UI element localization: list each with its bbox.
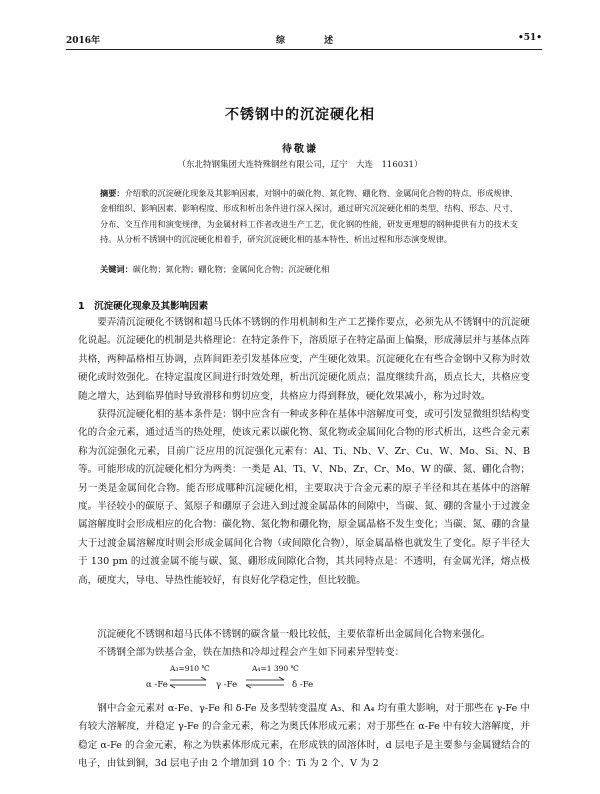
paragraph-3: 沉淀硬化不锈钢和超马氏体不锈钢的碳含量一般比较低，主要依靠析出金属间化合物来强化。 — [97, 629, 491, 640]
header-rule — [66, 49, 542, 50]
article-title: 不锈钢中的沉淀硬化相 — [225, 107, 375, 123]
abstract — [100, 186, 518, 247]
header-page-number: •51• — [517, 33, 542, 43]
abstract-label: 摘要： — [100, 188, 125, 198]
keywords-label: 关键词： — [100, 264, 133, 274]
gamma-fe-label: γ -Fe — [216, 680, 238, 690]
keywords — [100, 262, 518, 277]
header-section: 综 述 — [276, 36, 352, 46]
abstract-text: 介绍歌的沉淀硬化现象及其影响因素，对钢中的碳化物、氮化物、硼化物、金属间化合物的特点、形成规律、金相组织、影响因素、影响程度、形成和析出条件进行深入探讨，通过研究沉淀硬化相的类型、结构、形态、尺寸、分布、交互作用和演变规律，为金属材料工作者改进生产工艺，优化钢的性能，研发更理想的钢种提供有力的技术支持。从分析不锈钢中的沉淀硬化相着手，研究沉淀硬化相的基本特性、析出过程和形态演变规律。 — [100, 188, 518, 244]
running-header — [66, 33, 542, 47]
keywords-text: 碳化物；氮化物；硼化物；金属间化合物；沉淀硬化相 — [132, 264, 330, 274]
delta-fe-label: δ -Fe — [292, 680, 314, 690]
section-heading: 1 沉淀硬化现象及其影响因素 — [78, 301, 209, 312]
alpha-fe-label: α -Fe — [146, 680, 168, 690]
a4-label: A₄=1 390 ℃ — [252, 664, 299, 673]
affiliation: （东北特钢集团大连特殊钢丝有限公司，辽宁 大连 116031） — [177, 160, 423, 170]
phase-transformation-diagram — [146, 664, 326, 696]
paragraph-4: 钢中合金元素对 α-Fe、γ-Fe 和 δ-Fe 及多型转变温度 A₃、和 A₄ 均有重大影响，对于那些在 γ-Fe 中有较大溶解度，并稳定 γ-Fe 的合金元素，称之为奥氏体形成元素；对于那些在 α-Fe 中有较大溶解度，并稳定 α-Fe 的合金元素，称之为铁素体形成元素，在形成铁的固溶体时，d 层电子是主要参与金属键结合的电子，由钛到铜，3d 层电子由 2 个增加到 10 个：Ti 为 2 个、V 为 2 — [78, 703, 530, 770]
paragraph-2: 获得沉淀硬化相的基本条件是：钢中应含有一种或多种在基体中溶解度可变，或可引发显微组织结构变化的合金元素，通过适当的热处理，使该元素以碳化物、氮化物或金属间化合物的形式析出，这些合金元素称为沉淀强化元素，目前广泛应用的沉淀强化元素有：Al、Ti、Nb、V、Zr、Cu、W、Mo、Si、N、B 等。可能形成的沉淀硬化相分为两类：一类是 Al、Ti、V、Nb、Zr、Cr、Mo、W 的碳、氮、硼化合物；另一类是金属间化合物。能否形成哪种沉淀硬化相，主要取决于合金元素的原子半径和其在基体中的溶解度。半径较小的碳原子、氮原子和硼原子会进入到过渡金属晶体的间隙中，当碳、氮、硼的含量小于过渡金属溶解度时会形成相应的化合物：碳化物、氮化物和硼化物，原金属晶格不发生变化；当碳、氮、硼的含量大于过渡金属溶解度时则会形成金属间化合物（或间隙化合物），原金属晶格也就发生了变化。原子半径大于 130 pm 的过渡金属不能与碳、氮、硼形成间隙化合物，其共同特点是：不透明，有金属光泽，熔点极高，硬度大，导电、导热性能较好，有良好化学稳定性，但比较脆。 — [78, 409, 530, 586]
paragraph-3b: 不锈钢全部为铁基合金，铁在加热和冷却过程会产生如下同素异型转变： — [97, 647, 405, 658]
paragraph-1: 要弄清沉淀硬化不锈钢和超马氏体不锈钢的作用机制和生产工艺操作要点，必须先从不锈钢中的沉淀硬化说起。沉淀硬化的机制是共格理论：在特定条件下，溶质原子在特定晶面上偏聚，形成薄层并与基体点阵共格，两种晶格相互协调，点阵间距差引发基体应变，产生硬化效果。沉淀硬化在有些合金钢中又称为时效硬化或时效强化。在特定温度区间进行时效处理，析出沉淀硬化质点；温度继续升高，质点长大，共格应变随之增大，达到临界值时导致滑移和剪切应变，共格应力得到释放，硬化效果减小，称为过时效。 — [78, 317, 530, 402]
reversible-arrow-icon — [168, 676, 208, 690]
a3-label: A₃=910 ℃ — [170, 664, 210, 673]
author: 待敬谦 — [282, 144, 318, 155]
header-year: 2016年 — [66, 36, 101, 46]
reversible-arrow-icon — [244, 676, 286, 690]
